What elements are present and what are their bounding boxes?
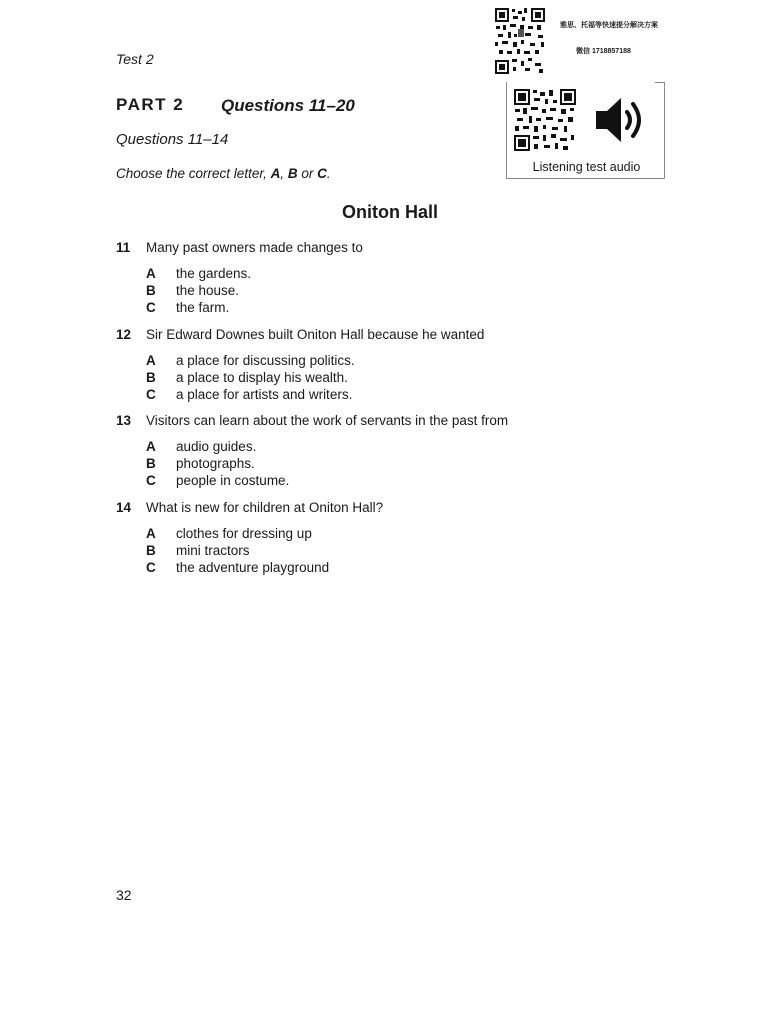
option-text: a place for discussing politics. [176, 353, 355, 368]
option-text: the gardens. [176, 266, 252, 281]
instruction-end: . [326, 166, 331, 181]
question-number: 14 [116, 500, 132, 515]
audio-label: Listening test audio [532, 160, 641, 174]
option-letter: A [146, 266, 156, 281]
section-title: Oniton Hall [342, 202, 438, 222]
option-text: a place to display his wealth. [176, 370, 348, 385]
instruction-separator: , [280, 166, 288, 181]
option-letter: C [146, 387, 156, 402]
option-letter: C [146, 300, 156, 315]
option-text: clothes for dressing up [176, 526, 312, 541]
instruction-letter-a: A [270, 166, 281, 181]
option-letter: B [146, 283, 156, 298]
promo-line-2: 微信 1718857188 [576, 48, 631, 55]
question-number: 13 [116, 413, 132, 428]
option-letter: A [146, 439, 156, 454]
qr-code-icon [494, 7, 546, 75]
option-text: the farm. [176, 300, 230, 315]
part-questions-range: Questions 11–20 [221, 96, 355, 115]
option-text: a place for artists and writers. [176, 387, 353, 402]
option-text: the house. [176, 283, 240, 298]
question-text: Visitors can learn about the work of servants in the past from [146, 413, 509, 428]
option-text: people in costume. [176, 473, 290, 488]
option-text: audio guides. [176, 439, 257, 454]
instruction [116, 166, 331, 181]
part-label: PART 2 [116, 95, 185, 114]
option-letter: B [146, 456, 156, 471]
option-text: mini tractors [176, 543, 250, 558]
option-text: the adventure playground [176, 560, 330, 575]
sub-questions-range: Questions 11–14 [116, 131, 229, 148]
question-number: 12 [116, 327, 132, 342]
question-text: What is new for children at Oniton Hall? [146, 500, 384, 515]
instruction-letter-b: B [287, 166, 298, 181]
option-letter: B [146, 370, 156, 385]
option-letter: C [146, 473, 156, 488]
instruction-prefix: Choose the correct letter, [116, 166, 271, 181]
promo-line-1: 雅思、托福等快速提分解决方案 [560, 22, 658, 29]
question-number: 11 [116, 240, 131, 255]
option-letter: A [146, 526, 156, 541]
question-text: Many past owners made changes to [146, 240, 363, 255]
question-text: Sir Edward Downes built Oniton Hall because he wanted [146, 327, 485, 342]
instruction-letter-c: C [317, 166, 327, 181]
page-number: 32 [116, 887, 132, 903]
qr-code-icon [514, 89, 576, 151]
option-letter: A [146, 353, 156, 368]
test-label: Test 2 [116, 51, 154, 67]
listening-audio-box[interactable] [506, 82, 665, 179]
option-letter: B [146, 543, 156, 558]
option-letter: C [146, 560, 156, 575]
option-text: photographs. [176, 456, 255, 471]
instruction-or: or [297, 166, 318, 181]
speaker-icon [594, 94, 648, 146]
